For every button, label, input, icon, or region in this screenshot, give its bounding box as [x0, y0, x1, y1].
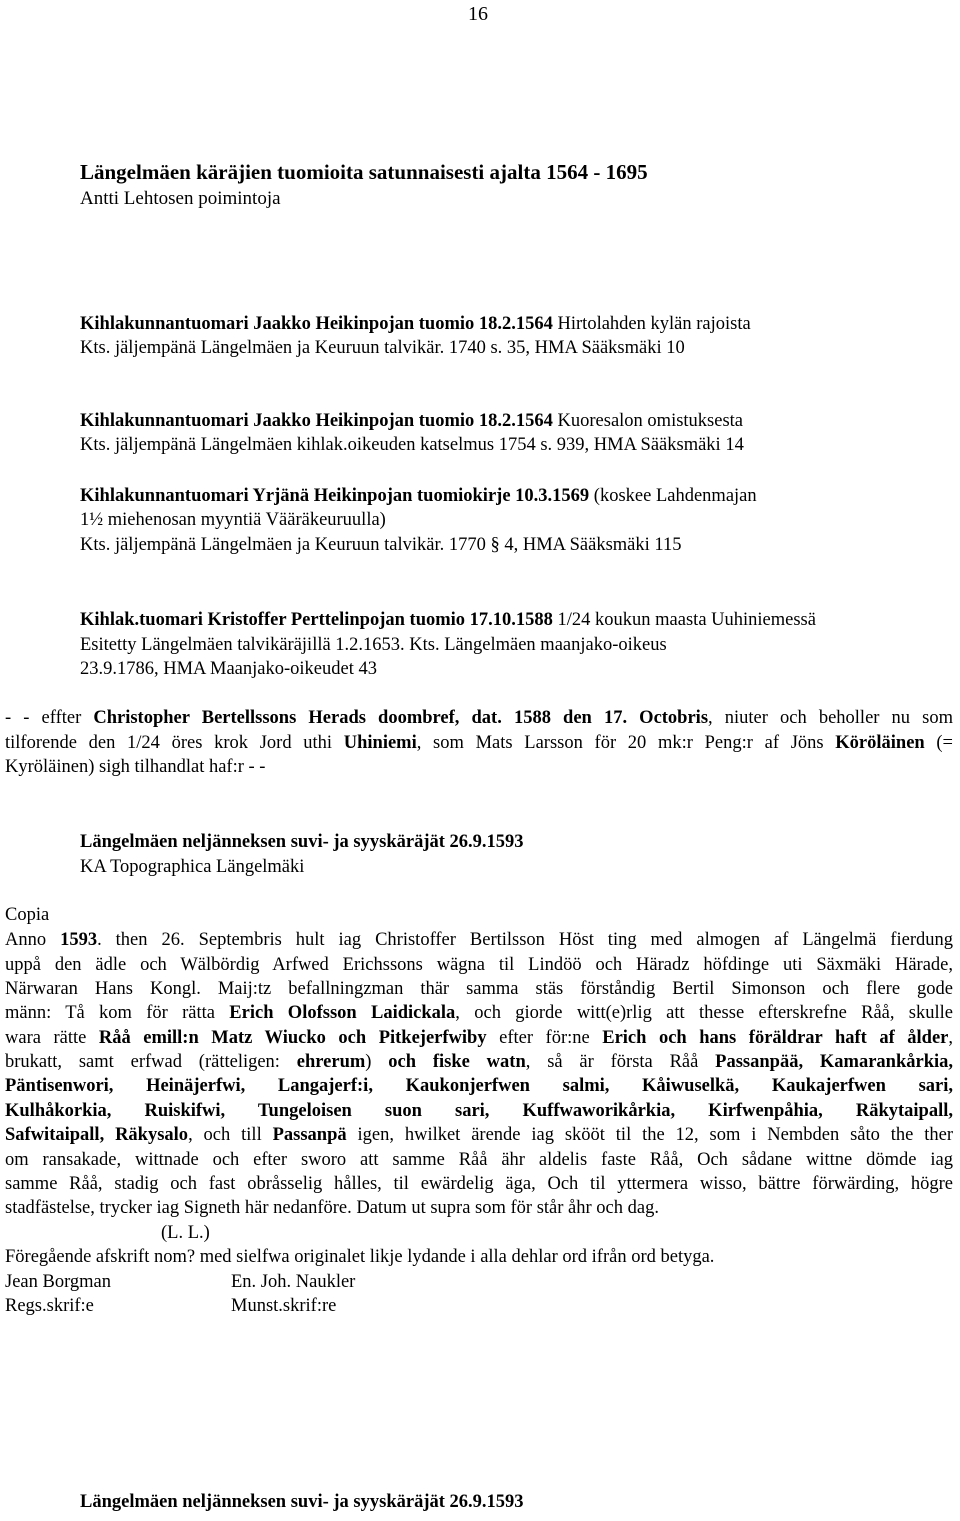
copia-text: männ: Tå kom för rätta	[5, 1003, 230, 1023]
entry-3-line-2: 1½ miehenosan myyntiä Vääräkeuruulla)	[80, 510, 386, 530]
signature-1-title: Regs.skrif:e	[5, 1296, 94, 1316]
copia-label: Copia	[5, 905, 50, 925]
entry-4-line-3: 23.9.1786, HMA Maanjako-oikeudet 43	[80, 659, 377, 679]
quote-text: , som Mats Larsson för 20 mk:r Peng:r af Jöns	[416, 733, 836, 753]
page-title: Längelmäen käräjien tuomioita satunnaisesti ajalta 1564 - 1695	[80, 160, 648, 184]
footer-heading-text: Längelmäen neljänneksen suvi- ja syyskäräjät 26.9.1593	[80, 1492, 524, 1512]
quote-line-3: Kyröläinen) sigh tilhandlat haf:r - -	[5, 757, 266, 777]
copia-line-7	[5, 1074, 953, 1098]
copia-text: )	[365, 1052, 389, 1072]
page-number: 16	[468, 3, 488, 25]
copia-line-11: samme Råå, stadig och fast obråsselig hålles, til ewärdelig äga, Och til yttermera wisso, bättre förwärding, högre	[5, 1174, 953, 1194]
section-heading	[80, 830, 524, 854]
copia-text: Anno	[5, 930, 61, 950]
entry-2-line-2: Kts. jäljempänä Längelmäen kihlak.oikeuden katselmus 1754 s. 939, HMA Sääksmäki 14	[80, 435, 744, 455]
copia-text: , och giorde witt(e)rlig att thesse efterskrefne Råå, skulle	[455, 1003, 953, 1023]
section-heading-text: Längelmäen neljänneksen suvi- ja syyskäräjät 26.9.1593	[80, 832, 524, 852]
entry-3-ref: Kts. jäljempänä Längelmäen ja Keuruun talvikär. 1770	[80, 535, 486, 555]
quote-text: , niuter och beholler nu som	[708, 708, 953, 728]
copia-bold: 1593	[60, 930, 98, 950]
copia-bold: och fiske watn	[388, 1052, 526, 1072]
quote-bold: Köröläinen	[835, 733, 925, 753]
copia-text: ,	[948, 1028, 954, 1048]
copia-line-10: om ransakade, wittnade och efter sworo att samme Råå ähr aldelis faste Råå, Och sådane wittne dömde iag	[5, 1150, 953, 1170]
copia-bold: Råå emill:n Matz Wiucko och Pitkejerfwiby	[98, 1028, 487, 1048]
quote-bold: Christopher Bertellssons Herads doombref, dat. 1588 den 17. Octobris	[93, 708, 709, 728]
entry-3-ref-2: 4, HMA Sääksmäki 115	[499, 535, 682, 555]
entry-2-topic: Kuoresalon omistuksesta	[552, 411, 744, 431]
copia-line-6	[5, 1050, 953, 1074]
quote-text: (=	[924, 733, 953, 753]
entry-3-topic: (koskee Lahdenmajan	[589, 486, 757, 506]
entry-4-line-1	[80, 608, 816, 632]
copia-line-9	[5, 1123, 953, 1147]
entry-1-line-2: Kts. jäljempänä Längelmäen ja Keuruun talvikär. 1740 s. 35, HMA Sääksmäki 10	[80, 338, 685, 358]
copia-text: igen, hwilket ärende iag skööt til the 12, som i Nembden såto the ther	[346, 1125, 953, 1145]
copia-text: brukatt, samt erfwad (rätteligen:	[5, 1052, 297, 1072]
seal: (L. L.)	[161, 1223, 210, 1243]
entry-4-line-2: Esitetty Längelmäen talvikäräjillä 1.2.1653. Kts. Längelmäen maanjako-oikeus	[80, 635, 667, 655]
copia-bold: Erich Olofsson Laidickala	[229, 1003, 456, 1023]
copia-line-12: stadfästelse, trycker iag Signeth här nedanföre. Datum ut supra som för står åhr och dag.	[5, 1198, 659, 1218]
entry-2-line-1	[80, 409, 743, 433]
quote-line-2	[5, 731, 953, 755]
signature-1-name: Jean Borgman	[5, 1272, 112, 1292]
quote-line-1	[5, 706, 953, 730]
copia-bold: ehrerum	[296, 1052, 366, 1072]
copia-line-5	[5, 1026, 953, 1050]
copia-bold: Erich och hans föräldrar haft af ålder	[602, 1028, 949, 1048]
section-source: KA Topographica Längelmäki	[80, 857, 305, 877]
quote-text: - - effter	[5, 708, 94, 728]
copia-line-8	[5, 1099, 953, 1123]
copia-line-2: uppå den ädle och Wälbördig Arfwed Erichssons wägna til Lindöö och Häradz höfdinge uti Säxmäki Härade,	[5, 955, 953, 975]
section-sign: §	[490, 535, 500, 555]
copia-bold: Passanpää, Kamarankårkia,	[715, 1052, 954, 1072]
entry-2-heading: Kihlakunnantuomari Jaakko Heikinpojan tuomio 18.2.1564	[80, 411, 553, 431]
copia-text: wara rätte	[5, 1028, 99, 1048]
quote-bold: Uhiniemi	[343, 733, 417, 753]
copia-line-4	[5, 1001, 953, 1025]
copia-line-1	[5, 928, 953, 952]
copia-line-13: Föregående afskrift nom? med sielfwa originalet likje lydande i alla dehlar ord ifrån ord betyga.	[5, 1247, 715, 1267]
signature-2-title: Munst.skrif:re	[231, 1296, 337, 1316]
entry-3-heading: Kihlakunnantuomari Yrjänä Heikinpojan tuomiokirje 10.3.1569	[80, 486, 590, 506]
copia-bold: Safwitaipall, Räkysalo	[5, 1125, 189, 1145]
footer-heading	[80, 1490, 524, 1514]
entry-3-line-1	[80, 484, 757, 508]
copia-bold: Päntisenwori, Heinäjerfwi, Langajerf:i, Kaukonjerfwen salmi, Kåiwuselkä, Kaukajerfwen sari,	[5, 1076, 953, 1096]
copia-bold: Passanpä	[272, 1125, 347, 1145]
copia-line-3: Närwaran Hans Kongl. Maij:tz befallningzman thär samma stäs förståndig Bertil Simonson och flere gode	[5, 979, 953, 999]
copia-text: , så är första Råå	[525, 1052, 716, 1072]
entry-1-topic: Hirtolahden kylän rajoista	[552, 314, 751, 334]
entry-4-topic: 1/24 koukun maasta Uuhiniemessä	[552, 610, 816, 630]
entry-1-line-1	[80, 312, 751, 336]
copia-text: . then 26. Septembris hult iag Christoffer Bertilsson Höst ting med almogen af Längelmä fierdung	[97, 930, 953, 950]
copia-text: efter för:ne	[486, 1028, 603, 1048]
signature-2-name: En. Joh. Naukler	[231, 1272, 356, 1292]
copia-text: , och till	[188, 1125, 273, 1145]
copia-bold: Kulhåkorkia, Ruiskifwi, Tungeloisen suon sari, Kuffwaworikårkia, Kirfwenpåhia, Räkytaipall,	[5, 1101, 953, 1121]
entry-3-line-3	[80, 533, 681, 557]
entry-1-heading: Kihlakunnantuomari Jaakko Heikinpojan tuomio 18.2.1564	[80, 314, 553, 334]
page-subtitle: Antti Lehtosen poimintoja	[80, 188, 281, 209]
quote-text: tilforende den 1/24 öres krok Jord uthi	[5, 733, 344, 753]
entry-4-heading: Kihlak.tuomari Kristoffer Perttelinpojan tuomio 17.10.1588	[80, 610, 553, 630]
